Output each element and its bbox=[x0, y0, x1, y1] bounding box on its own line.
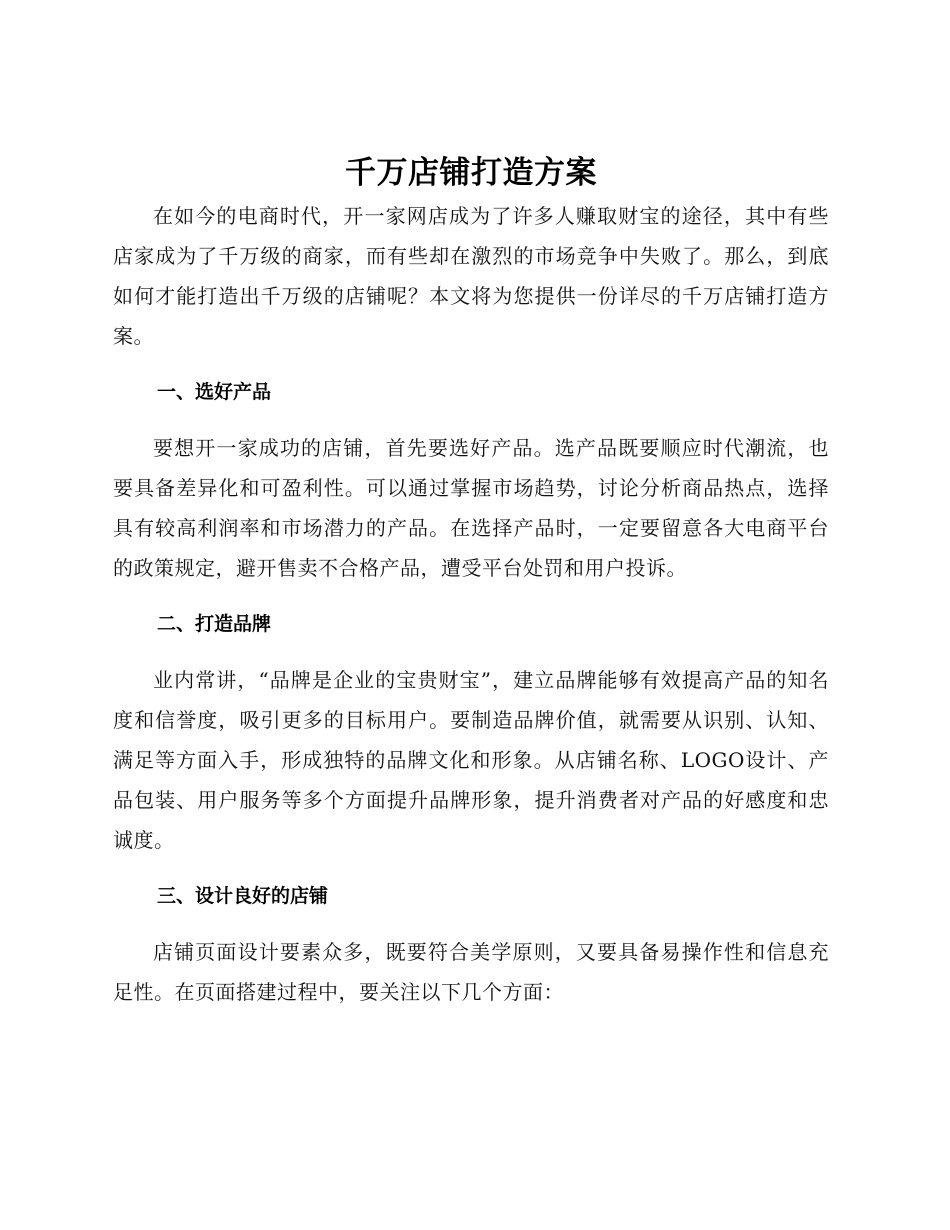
document-title: 千万店铺打造方案 bbox=[345, 155, 597, 191]
section-3-heading: 三、设计良好的店铺 bbox=[157, 885, 329, 907]
section-2-body: 业内常讲，“品牌是企业的宝贵财宝”，建立品牌能够有效提高产品的知名度和信誉度，吸引更多的目标用户。要制造品牌价值，就需要从识别、认知、满足等方面入手，形成独特的品牌文化和形象。从店铺名称、LOGO设计、产品包装、用户服务等多个方面提升品牌形象，提升消费者对产品的好感度和忠诚度。 bbox=[113, 668, 829, 852]
section-1-heading: 一、选好产品 bbox=[157, 381, 272, 403]
section-1-body: 要想开一家成功的店铺，首先要选好产品。选产品既要顺应时代潮流，也要具备差异化和可盈利性。可以通过掌握市场趋势，讨论分析商品热点，选择具有较高利润率和市场潜力的产品。在选择产品时，一定要留意各大电商平台的政策规定，避开售卖不合格产品，遭受平台处罚和用户投诉。 bbox=[113, 436, 829, 580]
section-3-body: 店铺页面设计要素众多，既要符合美学原则，又要具备易操作性和信息充足性。在页面搭建过程中，要关注以下几个方面： bbox=[113, 940, 829, 1004]
section-2-heading: 二、打造品牌 bbox=[157, 613, 272, 635]
document-page bbox=[113, 150, 829, 1012]
intro-paragraph: 在如今的电商时代，开一家网店成为了许多人赚取财宝的途径，其中有些店家成为了千万级的商家，而有些却在激烈的市场竞争中失败了。那么，到底如何才能打造出千万级的店铺呢？本文将为您提供一份详尽的千万店铺打造方案。 bbox=[113, 204, 829, 348]
